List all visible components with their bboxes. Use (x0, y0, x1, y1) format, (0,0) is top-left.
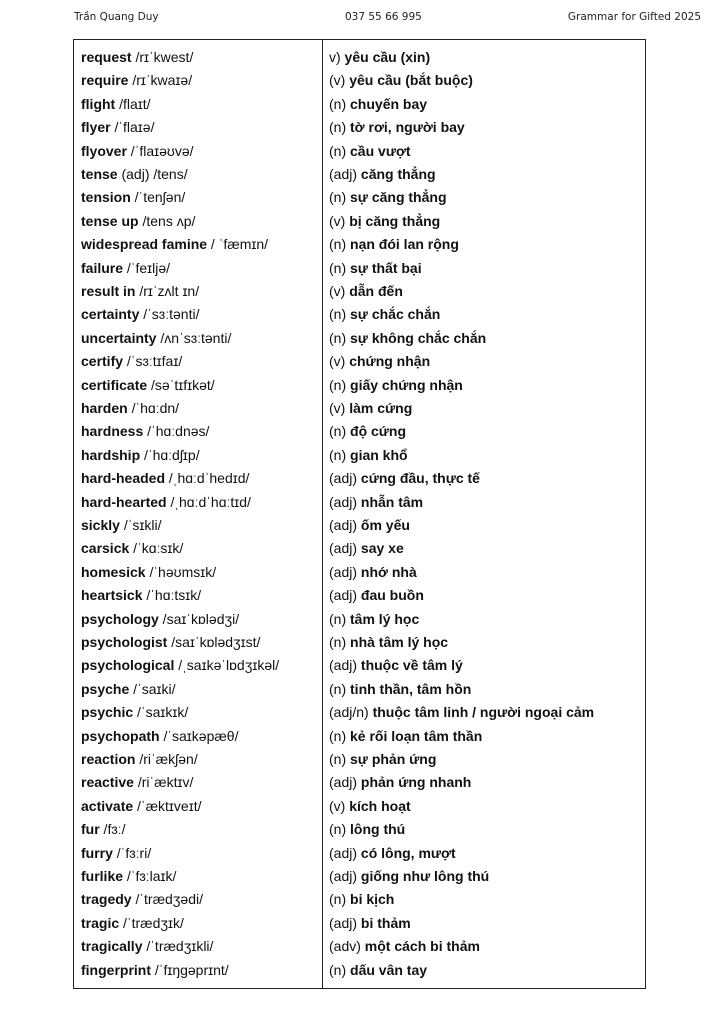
table-row (74, 69, 645, 92)
meaning-cell (329, 584, 424, 607)
english-cell (81, 935, 213, 958)
english-cell (81, 444, 200, 467)
table-row (74, 257, 645, 280)
headword: flyer (81, 119, 111, 136)
part-of-speech: (n) (329, 119, 347, 136)
pronunciation: /ˈfɜːri/ (112, 844, 152, 861)
meaning-cell (329, 608, 419, 631)
vietnamese-meaning: ốm yếu (357, 517, 410, 533)
author-name: Trần Quang Duy (74, 11, 159, 23)
english-cell (81, 69, 192, 92)
english-cell (81, 818, 126, 841)
english-cell (81, 725, 239, 748)
table-row (74, 842, 645, 865)
part-of-speech: (adj) (329, 868, 358, 884)
english-cell (81, 257, 170, 280)
table-row (74, 514, 645, 537)
part-of-speech: (n) (329, 142, 347, 159)
table-row (74, 397, 645, 420)
part-of-speech: (n) (329, 376, 347, 393)
english-cell (81, 93, 151, 116)
vietnamese-meaning: chuyến bay (346, 95, 428, 112)
english-cell (81, 327, 231, 350)
vietnamese-meaning: làm cứng (345, 400, 413, 416)
headword: failure (81, 259, 124, 276)
pronunciation: /ʌnˈsɜːtənti/ (156, 329, 232, 346)
table-row (74, 608, 645, 631)
headword: reactive (81, 774, 134, 791)
table-row (74, 280, 645, 303)
part-of-speech: (n) (329, 751, 347, 767)
headword: tension (81, 189, 131, 206)
table-row (74, 163, 645, 186)
english-cell (81, 46, 193, 69)
table-row (74, 771, 645, 794)
english-cell (81, 116, 154, 139)
vietnamese-meaning: lông thú (346, 821, 406, 838)
part-of-speech: (v) (329, 283, 346, 299)
part-of-speech: (adj) (329, 540, 358, 557)
headword: uncertainty (81, 329, 157, 346)
pronunciation: /fɜː/ (99, 821, 126, 838)
pronunciation: /riˈæktɪv/ (133, 774, 194, 791)
meaning-cell (329, 116, 465, 139)
headword: hard-headed (81, 470, 166, 487)
pronunciation: /ˈfɜːlaɪk/ (123, 868, 177, 884)
pronunciation: /ˈsaɪkəpæθ/ (159, 727, 239, 744)
english-cell (81, 397, 179, 420)
meaning-cell (329, 935, 480, 958)
vietnamese-meaning: dấu vân tay (346, 961, 428, 978)
english-cell (81, 140, 194, 163)
english-cell (81, 210, 195, 233)
book-title: Grammar for Gifted 2025 (567, 11, 701, 23)
meaning-cell (329, 678, 471, 701)
meaning-cell (329, 280, 403, 303)
table-row (74, 912, 645, 935)
part-of-speech: (n) (329, 306, 347, 323)
meaning-cell (329, 397, 412, 420)
headword: tragically (81, 938, 143, 955)
part-of-speech: (adj) (329, 517, 358, 533)
table-row (74, 654, 645, 677)
table-row (74, 678, 645, 701)
part-of-speech: (n) (329, 727, 347, 744)
vietnamese-meaning: căng thẳng (357, 166, 436, 182)
part-of-speech: (n) (329, 189, 347, 206)
english-cell (81, 420, 209, 443)
table-row (74, 631, 645, 654)
meaning-cell (329, 912, 411, 935)
vietnamese-meaning: nhà tâm lý học (346, 634, 449, 650)
english-cell (81, 186, 185, 209)
pronunciation: /rɪˈkwaɪə/ (128, 72, 193, 89)
part-of-speech: (adj) (329, 470, 358, 487)
meaning-cell (329, 69, 473, 92)
pronunciation: /rɪˈkwest/ (131, 49, 194, 65)
pronunciation: /ˌsaɪkəˈlɒdʒɪkəl/ (174, 657, 280, 674)
meaning-cell (329, 491, 423, 514)
headword: fingerprint (81, 961, 151, 978)
table-row (74, 888, 645, 911)
english-cell (81, 280, 199, 303)
headword: psychology (81, 610, 159, 627)
vietnamese-meaning: cầu vượt (346, 142, 411, 159)
part-of-speech: (n) (329, 95, 347, 112)
table-row (74, 210, 645, 233)
english-cell (81, 608, 239, 631)
pronunciation: /ˈsɪkli/ (119, 517, 162, 533)
vietnamese-meaning: giống như lông thú (357, 868, 490, 884)
pronunciation: /ˈhɑːtsɪk/ (142, 587, 202, 604)
table-row (74, 491, 645, 514)
vocabulary-table (73, 39, 646, 989)
table-row (74, 725, 645, 748)
english-cell (81, 842, 151, 865)
table-row (74, 818, 645, 841)
vietnamese-meaning: sự phản ứng (346, 751, 437, 767)
headword: hard-hearted (81, 493, 167, 510)
vietnamese-meaning: sự căng thẳng (346, 189, 447, 206)
pronunciation: /ˈhɑːdnəs/ (143, 423, 210, 440)
english-cell (81, 795, 201, 818)
part-of-speech: (v) (329, 400, 346, 416)
headword: sickly (81, 517, 120, 533)
vietnamese-meaning: sự thất bại (346, 259, 422, 276)
pronunciation: /rɪˈzʌlt ɪn/ (135, 283, 200, 299)
headword: certificate (81, 376, 148, 393)
headword: request (81, 49, 132, 65)
english-cell (81, 865, 176, 888)
part-of-speech: (v) (329, 353, 346, 370)
part-of-speech: (n) (329, 891, 347, 908)
headword: psychologist (81, 634, 168, 650)
vietnamese-meaning: sự không chắc chắn (346, 329, 487, 346)
part-of-speech: (n) (329, 634, 347, 650)
table-row (74, 327, 645, 350)
vietnamese-meaning: bị căng thẳng (345, 212, 441, 229)
part-of-speech: (v) (329, 212, 346, 229)
headword: hardship (81, 446, 141, 463)
headword: psychopath (81, 727, 160, 744)
pronunciation: /ˈtrædʒɪkli/ (142, 938, 214, 955)
pronunciation: /ˈsɜːtənti/ (139, 306, 200, 323)
pronunciation: /riˈækʃən/ (135, 751, 198, 767)
table-row (74, 537, 645, 560)
meaning-cell (329, 374, 463, 397)
english-cell (81, 959, 229, 982)
vietnamese-meaning: gian khổ (346, 446, 408, 463)
headword: tense (81, 166, 118, 182)
headword: tragedy (81, 891, 132, 908)
vietnamese-meaning: độ cứng (346, 423, 407, 440)
pronunciation: /ˌhɑːdˈhedɪd/ (165, 470, 250, 487)
part-of-speech: (n) (329, 259, 347, 276)
meaning-cell (329, 818, 405, 841)
table-row (74, 935, 645, 958)
pronunciation: /ˈhɑːdʃɪp/ (140, 446, 200, 463)
pronunciation: /flaɪt/ (115, 95, 151, 112)
headword: tense up (81, 212, 139, 229)
vietnamese-meaning: tinh thần, tâm hồn (346, 680, 472, 697)
meaning-cell (329, 888, 394, 911)
english-cell (81, 771, 193, 794)
english-cell (81, 374, 215, 397)
vietnamese-meaning: sự chắc chắn (346, 306, 441, 323)
headword: hardness (81, 423, 144, 440)
meaning-cell (329, 303, 440, 326)
part-of-speech: (n) (329, 446, 347, 463)
vietnamese-meaning: cứng đầu, thực tế (357, 470, 480, 487)
meaning-cell (329, 865, 489, 888)
part-of-speech: (adj/n) (329, 704, 369, 721)
english-cell (81, 561, 216, 584)
headword: psychic (81, 704, 134, 721)
meaning-cell (329, 350, 430, 373)
headword: widespread famine (81, 236, 208, 253)
pronunciation: /saɪˈkɒlədʒɪst/ (167, 634, 261, 650)
english-cell (81, 514, 161, 537)
headword: flyover (81, 142, 127, 159)
pronunciation: /ˈflaɪə/ (110, 119, 155, 136)
part-of-speech: (n) (329, 236, 347, 253)
table-row (74, 93, 645, 116)
vietnamese-meaning: kích hoạt (345, 797, 411, 814)
english-cell (81, 163, 188, 186)
table-row (74, 116, 645, 139)
part-of-speech: (adj) (329, 563, 358, 580)
pronunciation: /ˈhəʊmsɪk/ (145, 563, 217, 580)
headword: certainty (81, 306, 140, 323)
vietnamese-meaning: đau buồn (357, 587, 424, 604)
vietnamese-meaning: yêu cầu (xin) (340, 49, 431, 65)
vietnamese-meaning: yêu cầu (bắt buộc) (345, 72, 473, 89)
phone-number: 037 55 66 995 (345, 11, 422, 23)
headword: tragic (81, 914, 120, 931)
headword: reaction (81, 751, 136, 767)
pronunciation: /ˈæktɪveɪt/ (133, 797, 202, 814)
english-cell (81, 303, 199, 326)
headword: homesick (81, 563, 146, 580)
english-cell (81, 631, 260, 654)
vietnamese-meaning: nhẫn tâm (357, 493, 424, 510)
part-of-speech: (n) (329, 423, 347, 440)
meaning-cell (329, 444, 408, 467)
vietnamese-meaning: chứng nhận (345, 353, 431, 370)
english-cell (81, 701, 188, 724)
meaning-cell (329, 140, 411, 163)
vietnamese-meaning: tâm lý học (346, 610, 420, 627)
part-of-speech: (adj) (329, 844, 358, 861)
pronunciation: / ˈfæmɪn/ (207, 236, 269, 253)
meaning-cell (329, 725, 482, 748)
vietnamese-meaning: phản ứng nhanh (357, 774, 472, 791)
headword: carsick (81, 540, 130, 557)
table-row (74, 303, 645, 326)
headword: fur (81, 821, 100, 838)
vietnamese-meaning: bi kịch (346, 891, 395, 908)
part-of-speech: (adj) (329, 914, 358, 931)
pronunciation: /saɪˈkɒlədʒi/ (158, 610, 240, 627)
pronunciation: /ˈflaɪəʊvə/ (126, 142, 194, 159)
meaning-cell (329, 327, 486, 350)
english-cell (81, 467, 249, 490)
english-cell (81, 584, 201, 607)
meaning-cell (329, 701, 594, 724)
english-cell (81, 233, 268, 256)
vietnamese-meaning: nạn đói lan rộng (346, 236, 459, 253)
vietnamese-meaning: bi thảm (357, 914, 411, 931)
meaning-cell (329, 93, 427, 116)
headword: certify (81, 353, 124, 370)
english-cell (81, 654, 279, 677)
meaning-cell (329, 842, 456, 865)
part-of-speech: (adj) (329, 657, 358, 674)
pronunciation: /səˈtɪfɪkət/ (147, 376, 215, 393)
table-row (74, 374, 645, 397)
pronunciation: /ˈsaɪki/ (129, 680, 176, 697)
english-cell (81, 912, 184, 935)
table-row (74, 467, 645, 490)
headword: psyche (81, 680, 130, 697)
table-row (74, 584, 645, 607)
table-row (74, 444, 645, 467)
table-row (74, 865, 645, 888)
headword: heartsick (81, 587, 143, 604)
meaning-cell (329, 561, 417, 584)
table-row (74, 186, 645, 209)
pronunciation: /ˈtenʃən/ (130, 189, 186, 206)
meaning-cell (329, 537, 404, 560)
english-cell (81, 888, 203, 911)
meaning-cell (329, 795, 411, 818)
part-of-speech: (adj) (329, 774, 358, 791)
vietnamese-meaning: thuộc về tâm lý (357, 657, 463, 674)
meaning-cell (329, 257, 422, 280)
english-cell (81, 537, 183, 560)
vietnamese-meaning: nhớ nhà (357, 563, 417, 580)
part-of-speech: (adj) (329, 166, 358, 182)
pronunciation: /ˈsaɪkɪk/ (133, 704, 189, 721)
meaning-cell (329, 467, 480, 490)
meaning-cell (329, 959, 427, 982)
part-of-speech: (adj) (329, 493, 358, 510)
headword: result in (81, 283, 136, 299)
pronunciation: /ˈtrædʒədi/ (131, 891, 204, 908)
meaning-cell (329, 654, 463, 677)
vietnamese-meaning: có lông, mượt (357, 844, 456, 861)
pronunciation: /ˈfɪŋɡəprɪnt/ (151, 961, 229, 978)
pronunciation: /ˈsɜːtɪfaɪ/ (123, 353, 183, 370)
part-of-speech: (v) (329, 72, 346, 89)
english-cell (81, 350, 182, 373)
vietnamese-meaning: thuộc tâm linh / người ngoại cảm (368, 704, 595, 721)
table-row (74, 748, 645, 771)
meaning-cell (329, 46, 430, 69)
part-of-speech: (n) (329, 610, 347, 627)
table-row (74, 350, 645, 373)
vietnamese-meaning: dẫn đến (345, 283, 403, 299)
part-of-speech: (v) (329, 797, 346, 814)
part-of-speech: (n) (329, 680, 347, 697)
table-row (74, 959, 645, 982)
pronunciation: /ˈfeɪljə/ (123, 259, 171, 276)
meaning-cell (329, 514, 410, 537)
meaning-cell (329, 233, 459, 256)
table-row (74, 420, 645, 443)
part-of-speech: (n) (329, 329, 347, 346)
headword: harden (81, 400, 128, 416)
meaning-cell (329, 420, 406, 443)
meaning-cell (329, 186, 447, 209)
part-of-speech: (n) (329, 961, 347, 978)
english-cell (81, 678, 175, 701)
table-row (74, 795, 645, 818)
meaning-cell (329, 210, 440, 233)
vietnamese-meaning: tờ rơi, người bay (346, 119, 465, 136)
table-row (74, 561, 645, 584)
pronunciation: /ˈhɑːdn/ (127, 400, 180, 416)
pronunciation: /ˈtrædʒɪk/ (119, 914, 184, 931)
vietnamese-meaning: một cách bi thảm (360, 938, 480, 955)
headword: activate (81, 797, 134, 814)
headword: require (81, 72, 129, 89)
pronunciation: /ˈkɑːsɪk/ (129, 540, 184, 557)
table-row (74, 701, 645, 724)
vietnamese-meaning: giấy chứng nhận (346, 376, 463, 393)
meaning-cell (329, 163, 436, 186)
english-cell (81, 491, 251, 514)
vietnamese-meaning: kẻ rối loạn tâm thần (346, 727, 483, 744)
meaning-cell (329, 771, 471, 794)
headword: furlike (81, 868, 124, 884)
table-row (74, 46, 645, 69)
headword: furry (81, 844, 113, 861)
part-of-speech: (adj) (329, 587, 358, 604)
pronunciation: /tens ʌp/ (138, 212, 196, 229)
table-row (74, 140, 645, 163)
meaning-cell (329, 631, 448, 654)
part-of-speech: v) (329, 49, 341, 65)
pronunciation: (adj) /tens/ (117, 166, 188, 182)
meaning-cell (329, 748, 436, 771)
headword: psychological (81, 657, 175, 674)
english-cell (81, 748, 198, 771)
part-of-speech: (adv) (329, 938, 361, 955)
vietnamese-meaning: say xe (357, 540, 404, 557)
part-of-speech: (n) (329, 821, 347, 838)
table-row (74, 233, 645, 256)
headword: flight (81, 95, 116, 112)
pronunciation: /ˌhɑːdˈhɑːtɪd/ (166, 493, 251, 510)
